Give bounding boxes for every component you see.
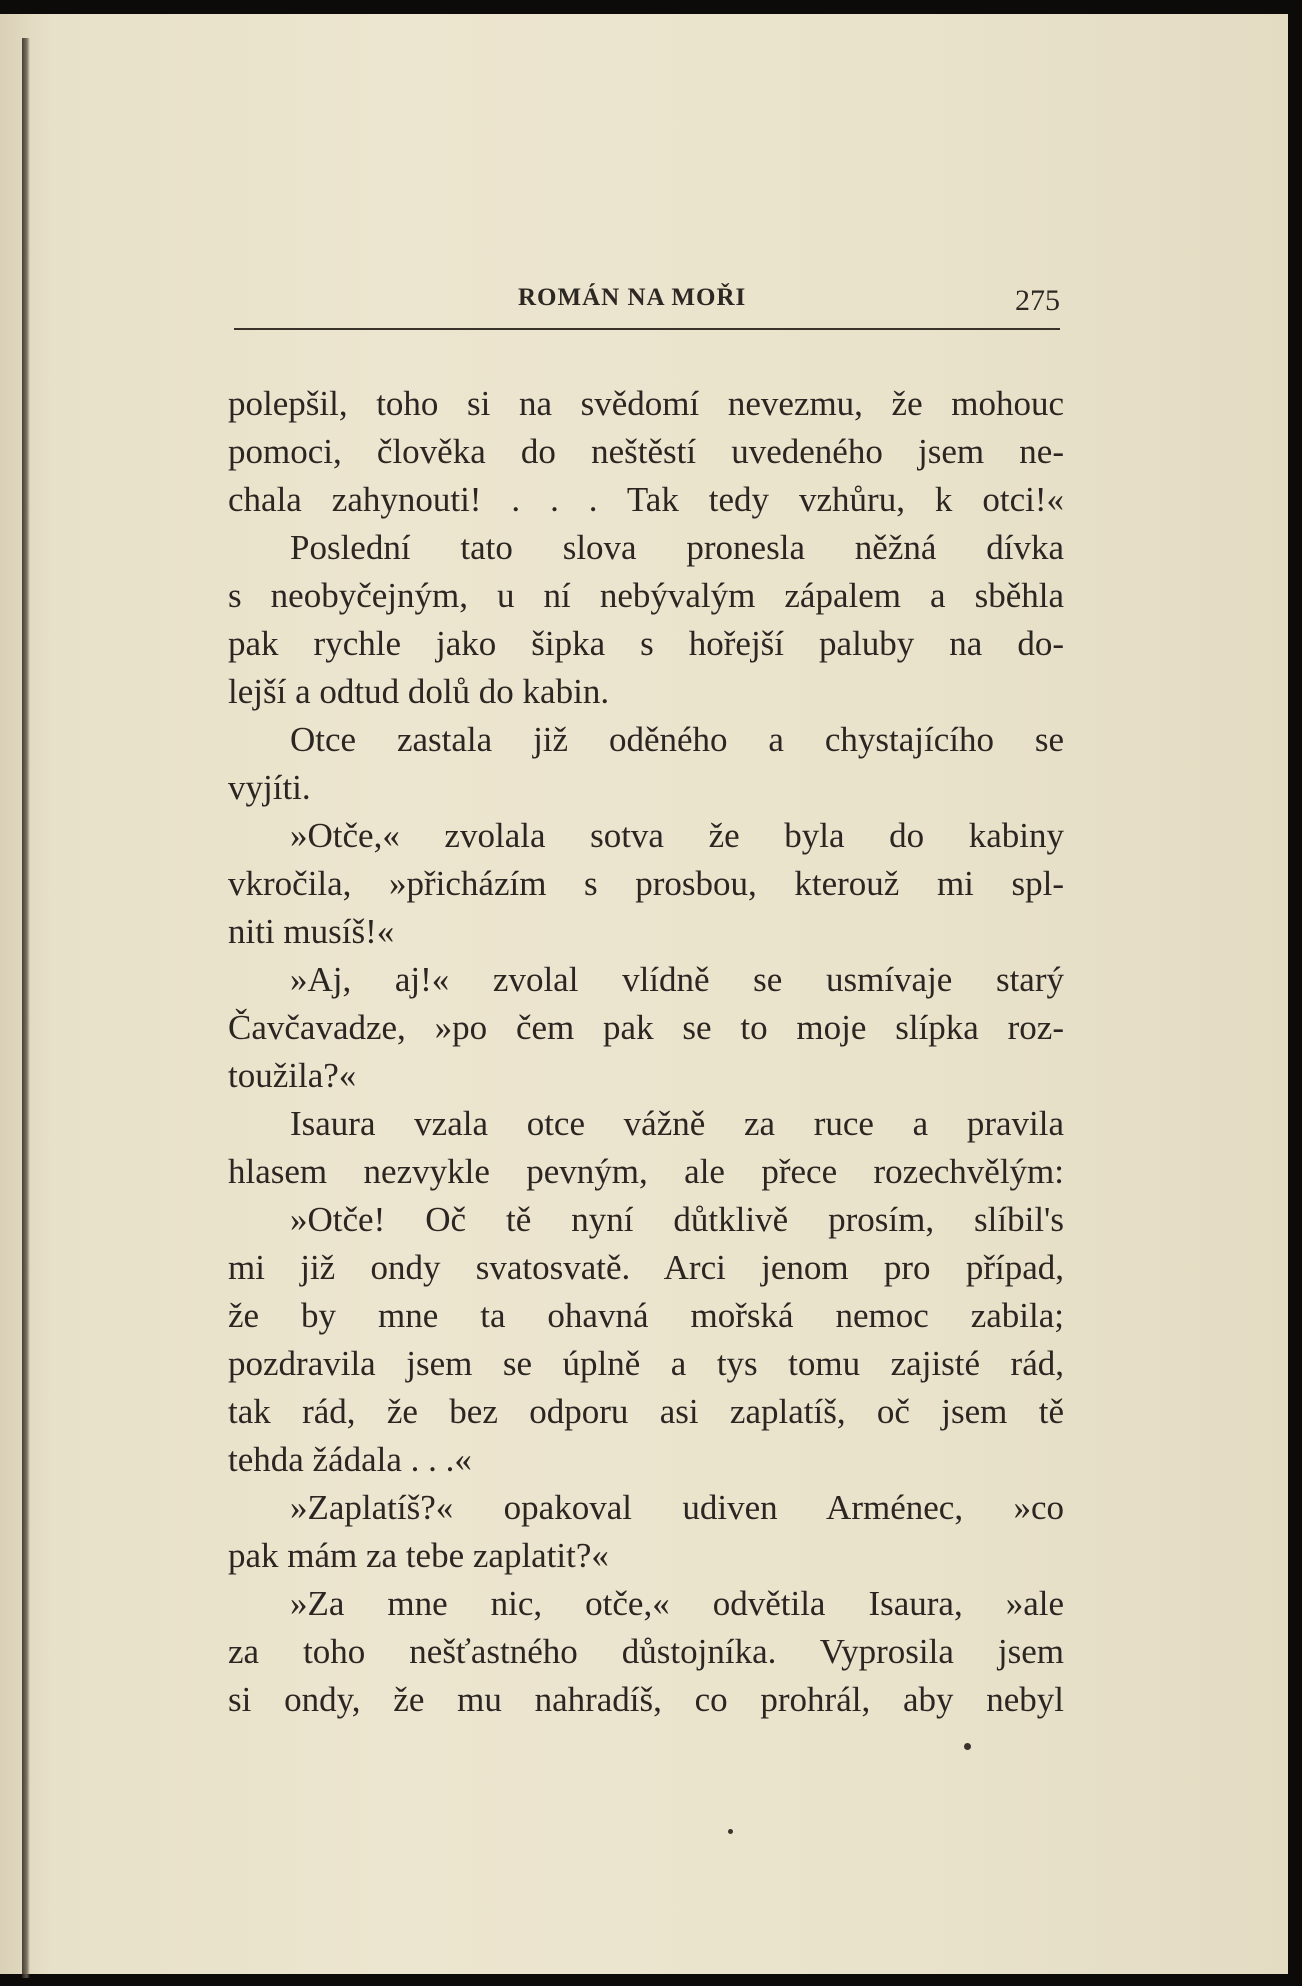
- text-line: tehda žádala . . .«: [228, 1440, 472, 1479]
- text-line: »Zaplatíš?« opakoval udiven Arménec, »co: [290, 1488, 1064, 1527]
- binding-gutter: [22, 38, 30, 1978]
- text-line: pomoci, člověka do neštěstí uvedeného jsem ne-: [228, 432, 1064, 471]
- text-line: tak rád, že bez odporu asi zaplatíš, oč jsem tě: [228, 1392, 1064, 1431]
- text-line: pak mám za tebe zaplatit?«: [228, 1536, 609, 1575]
- text-line: lejší a odtud dolů do kabin.: [228, 672, 610, 711]
- ink-speck: [728, 1829, 733, 1834]
- text-line: »Aj, aj!« zvolal vlídně se usmívaje starý: [290, 960, 1064, 999]
- text-line: že by mne ta ohavná mořská nemoc zabila;: [228, 1296, 1064, 1335]
- text-line: Isaura vzala otce vážně za ruce a pravila: [290, 1104, 1064, 1143]
- text-line: Otce zastala již oděného a chystajícího se: [290, 720, 1064, 759]
- text-line: si ondy, že mu nahradíš, co prohrál, aby nebyl: [228, 1680, 1064, 1719]
- text-line: toužila?«: [228, 1056, 357, 1095]
- text-line: »Otče,« zvolala sotva že byla do kabiny: [290, 816, 1064, 855]
- text-line: chala zahynouti! . . . Tak tedy vzhůru, k otci!«: [228, 480, 1064, 519]
- running-head: [234, 278, 1060, 326]
- body-text: [228, 380, 1064, 1724]
- text-line: vkročila, »přicházím s prosbou, kterouž mi spl-: [228, 864, 1064, 903]
- header-rule: [234, 328, 1060, 330]
- running-title: ROMÁN NA MOŘI: [518, 284, 747, 311]
- text-line: vyjíti.: [228, 768, 311, 807]
- text-line: za toho nešťastného důstojníka. Vyprosila jsem: [228, 1632, 1064, 1671]
- page-number: 275: [1015, 284, 1060, 317]
- ink-speck: [964, 1743, 971, 1750]
- text-line: Poslední tato slova pronesla něžná dívka: [290, 528, 1064, 567]
- text-line: s neobyčejným, u ní nebývalým zápalem a sběhla: [228, 576, 1064, 615]
- text-line: pak rychle jako šipka s hořejší paluby na do-: [228, 624, 1064, 663]
- text-line: Čavčavadze, »po čem pak se to moje slípka roz-: [228, 1008, 1064, 1047]
- text-line: hlasem nezvykle pevným, ale přece rozechvělým:: [228, 1152, 1064, 1191]
- text-line: »Otče! Oč tě nyní důtklivě prosím, slíbil's: [290, 1200, 1064, 1239]
- text-line: pozdravila jsem se úplně a tys tomu zajisté rád,: [228, 1344, 1064, 1383]
- text-line: mi již ondy svatosvatě. Arci jenom pro případ,: [228, 1248, 1064, 1287]
- text-line: polepšil, toho si na svědomí nevezmu, že mohouc: [228, 384, 1064, 423]
- text-line: »Za mne nic, otče,« odvětila Isaura, »ale: [290, 1584, 1064, 1623]
- text-line: niti musíš!«: [228, 912, 395, 951]
